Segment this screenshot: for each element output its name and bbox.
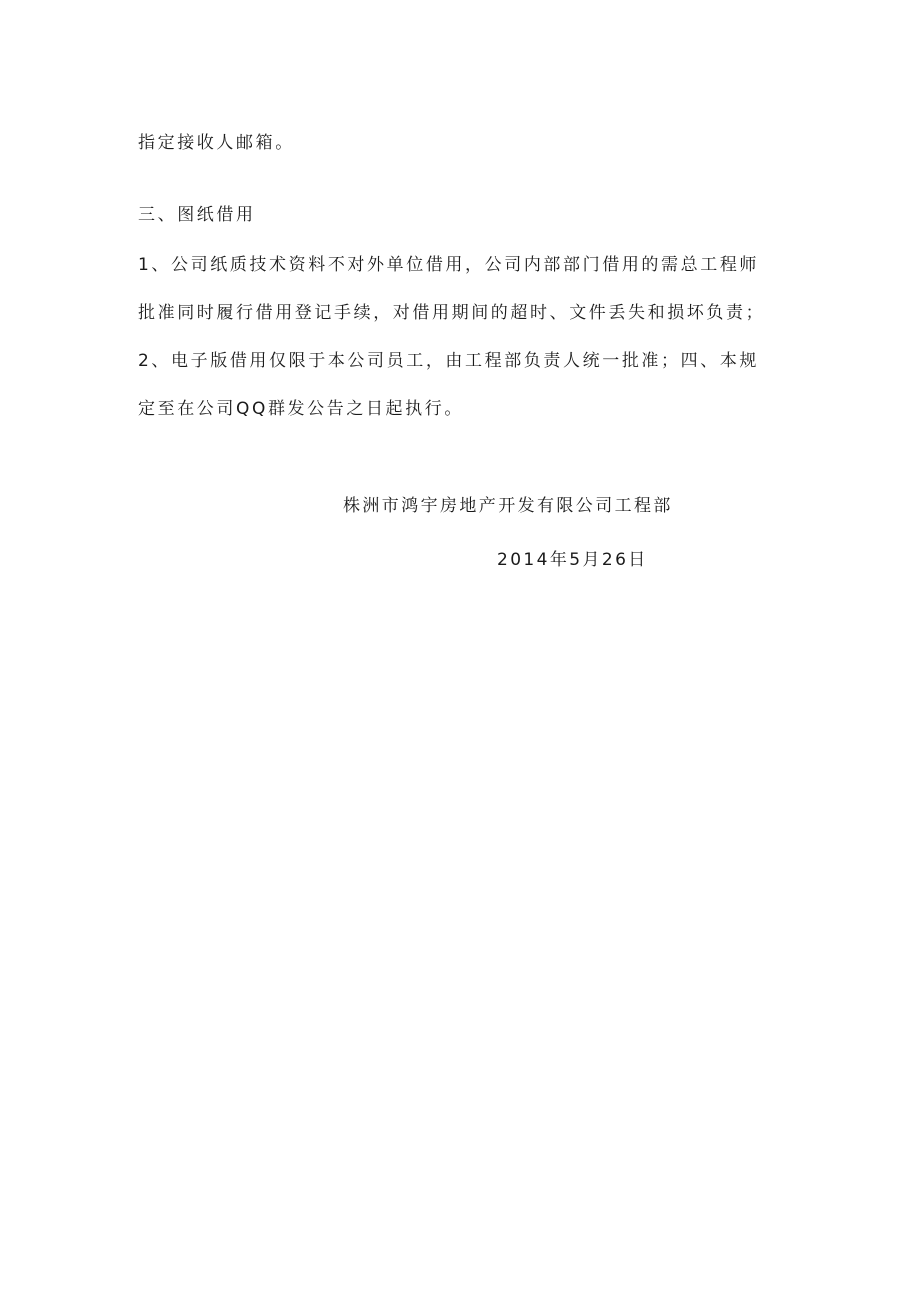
body-line-rule-1-cont: 批准同时履行借用登记手续，对借用期间的超时、文件丢失和损坏负责； (138, 303, 766, 323)
signature-organization: 株洲市鸿宇房地产开发有限公司工程部 (343, 496, 673, 516)
body-line-email: 指定接收人邮箱。 (138, 133, 295, 153)
body-line-rule-2: 2、电子版借用仅限于本公司员工，由工程部负责人统一批准；四、本规 (138, 351, 760, 371)
section-heading-drawing-borrowing: 三、图纸借用 (138, 205, 256, 225)
body-line-rule-2-cont: 定至在公司QQ群发公告之日起执行。 (138, 399, 464, 419)
signature-date: 2014年5月26日 (497, 550, 648, 570)
body-line-rule-1: 1、公司纸质技术资料不对外单位借用，公司内部部门借用的需总工程师 (138, 255, 760, 275)
